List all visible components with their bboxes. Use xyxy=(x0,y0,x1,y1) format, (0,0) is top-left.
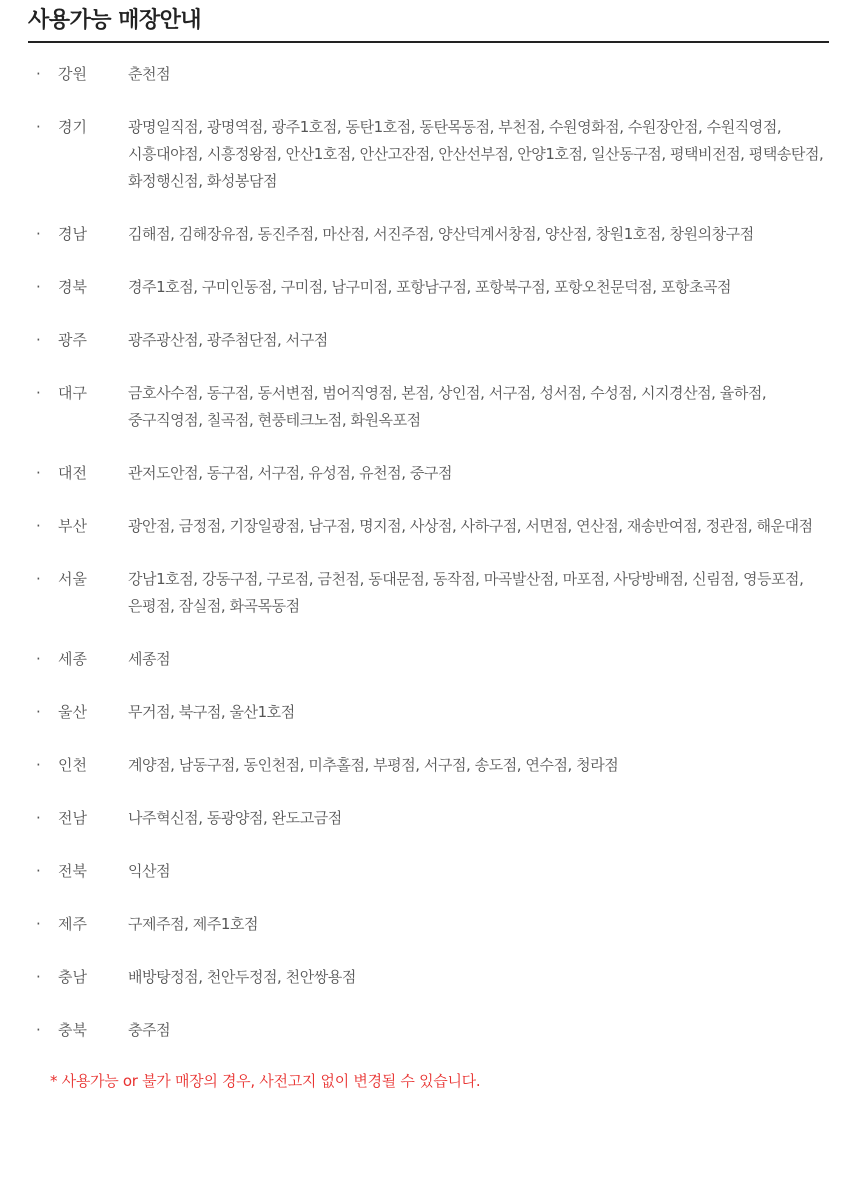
region-store-list: 배방탕정점, 천안두정점, 천안쌍용점 xyxy=(128,968,356,986)
region-list xyxy=(28,61,829,1044)
region-row xyxy=(28,274,829,301)
bullet-icon: · xyxy=(36,809,41,827)
bullet-icon: · xyxy=(36,756,41,774)
region-name: 대구 xyxy=(58,384,87,402)
bullet-icon: · xyxy=(36,517,41,535)
region-row xyxy=(28,858,829,885)
region-name: 인천 xyxy=(58,756,87,774)
region-name: 대전 xyxy=(58,464,87,482)
region-row xyxy=(28,964,829,991)
region-row xyxy=(28,646,829,673)
region-store-list: 광안점, 금정점, 기장일광점, 남구점, 명지점, 사상점, 사하구점, 서면점, 연산점, 재송반여점, 정관점, 해운대점 xyxy=(128,517,813,535)
region-name: 경남 xyxy=(58,225,87,243)
region-store-list: 광명일직점, 광명역점, 광주1호점, 동탄1호점, 동탄목동점, 부천점, 수원영화점, 수원장안점, 수원직영점, 시흥대야점, 시흥정왕점, 안산1호점, 안산고잔점, 안산선부점, 안양1호점, 일산동구점, 평택비전점, 평택송탄점, 화정행신점, 화성봉담점 xyxy=(128,118,824,190)
bullet-icon: · xyxy=(36,331,41,349)
region-store-list: 금호사수점, 동구점, 동서변점, 범어직영점, 본점, 상인점, 서구점, 성서점, 수성점, 시지경산점, 율하점, 중구직영점, 칠곡점, 현풍테크노점, 화원옥포점 xyxy=(128,384,767,429)
region-name: 세종 xyxy=(58,650,87,668)
bullet-icon: · xyxy=(36,703,41,721)
bullet-icon: · xyxy=(36,650,41,668)
region-row xyxy=(28,380,829,434)
region-store-list: 익산점 xyxy=(128,862,171,880)
region-name: 강원 xyxy=(58,65,87,83)
region-store-list: 무거점, 북구점, 울산1호점 xyxy=(128,703,295,721)
bullet-icon: · xyxy=(36,278,41,296)
region-store-list: 관저도안점, 동구점, 서구점, 유성점, 유천점, 중구점 xyxy=(128,464,452,482)
bullet-icon: · xyxy=(36,915,41,933)
region-row xyxy=(28,911,829,938)
region-row xyxy=(28,114,829,195)
region-store-list: 계양점, 남동구점, 동인천점, 미추홀점, 부평점, 서구점, 송도점, 연수점, 청라점 xyxy=(128,756,619,774)
bullet-icon: · xyxy=(36,65,41,83)
region-name: 충남 xyxy=(58,968,87,986)
region-name: 광주 xyxy=(58,331,87,349)
region-row xyxy=(28,460,829,487)
region-name: 경북 xyxy=(58,278,87,296)
bullet-icon: · xyxy=(36,118,41,136)
bullet-icon: · xyxy=(36,225,41,243)
region-name: 전남 xyxy=(58,809,87,827)
region-row xyxy=(28,699,829,726)
page-title: 사용가능 매장안내 xyxy=(28,8,202,33)
region-store-list: 춘천점 xyxy=(128,65,171,83)
region-name: 전북 xyxy=(58,862,87,880)
region-row xyxy=(28,221,829,248)
bullet-icon: · xyxy=(36,464,41,482)
bullet-icon: · xyxy=(36,570,41,588)
region-store-list: 세종점 xyxy=(128,650,171,668)
region-store-list: 충주점 xyxy=(128,1021,171,1039)
bullet-icon: · xyxy=(36,862,41,880)
region-store-list: 나주혁신점, 동광양점, 완도고금점 xyxy=(128,809,342,827)
region-row xyxy=(28,1017,829,1044)
region-row xyxy=(28,566,829,620)
change-notice: * 사용가능 or 불가 매장의 경우, 사전고지 없이 변경될 수 있습니다. xyxy=(50,1072,481,1090)
region-store-list: 김해점, 김해장유점, 동진주점, 마산점, 서진주점, 양산덕계서창점, 양산점, 창원1호점, 창원의창구점 xyxy=(128,225,754,243)
region-name: 부산 xyxy=(58,517,87,535)
region-store-list: 구제주점, 제주1호점 xyxy=(128,915,259,933)
region-name: 충북 xyxy=(58,1021,87,1039)
region-store-list: 광주광산점, 광주첨단점, 서구점 xyxy=(128,331,328,349)
region-row xyxy=(28,327,829,354)
region-name: 울산 xyxy=(58,703,87,721)
bullet-icon: · xyxy=(36,1021,41,1039)
region-store-list: 강남1호점, 강동구점, 구로점, 금천점, 동대문점, 동작점, 마곡발산점, 마포점, 사당방배점, 신림점, 영등포점, 은평점, 잠실점, 화곡목동점 xyxy=(128,570,804,615)
region-name: 경기 xyxy=(58,118,87,136)
bullet-icon: · xyxy=(36,384,41,402)
title-divider xyxy=(28,41,829,43)
bullet-icon: · xyxy=(36,968,41,986)
region-name: 제주 xyxy=(58,915,87,933)
region-row xyxy=(28,752,829,779)
region-row xyxy=(28,805,829,832)
region-store-list: 경주1호점, 구미인동점, 구미점, 남구미점, 포항남구점, 포항북구점, 포항오천문덕점, 포항초곡점 xyxy=(128,278,732,296)
region-name: 서울 xyxy=(58,570,87,588)
region-row xyxy=(28,61,829,88)
region-row xyxy=(28,513,829,540)
